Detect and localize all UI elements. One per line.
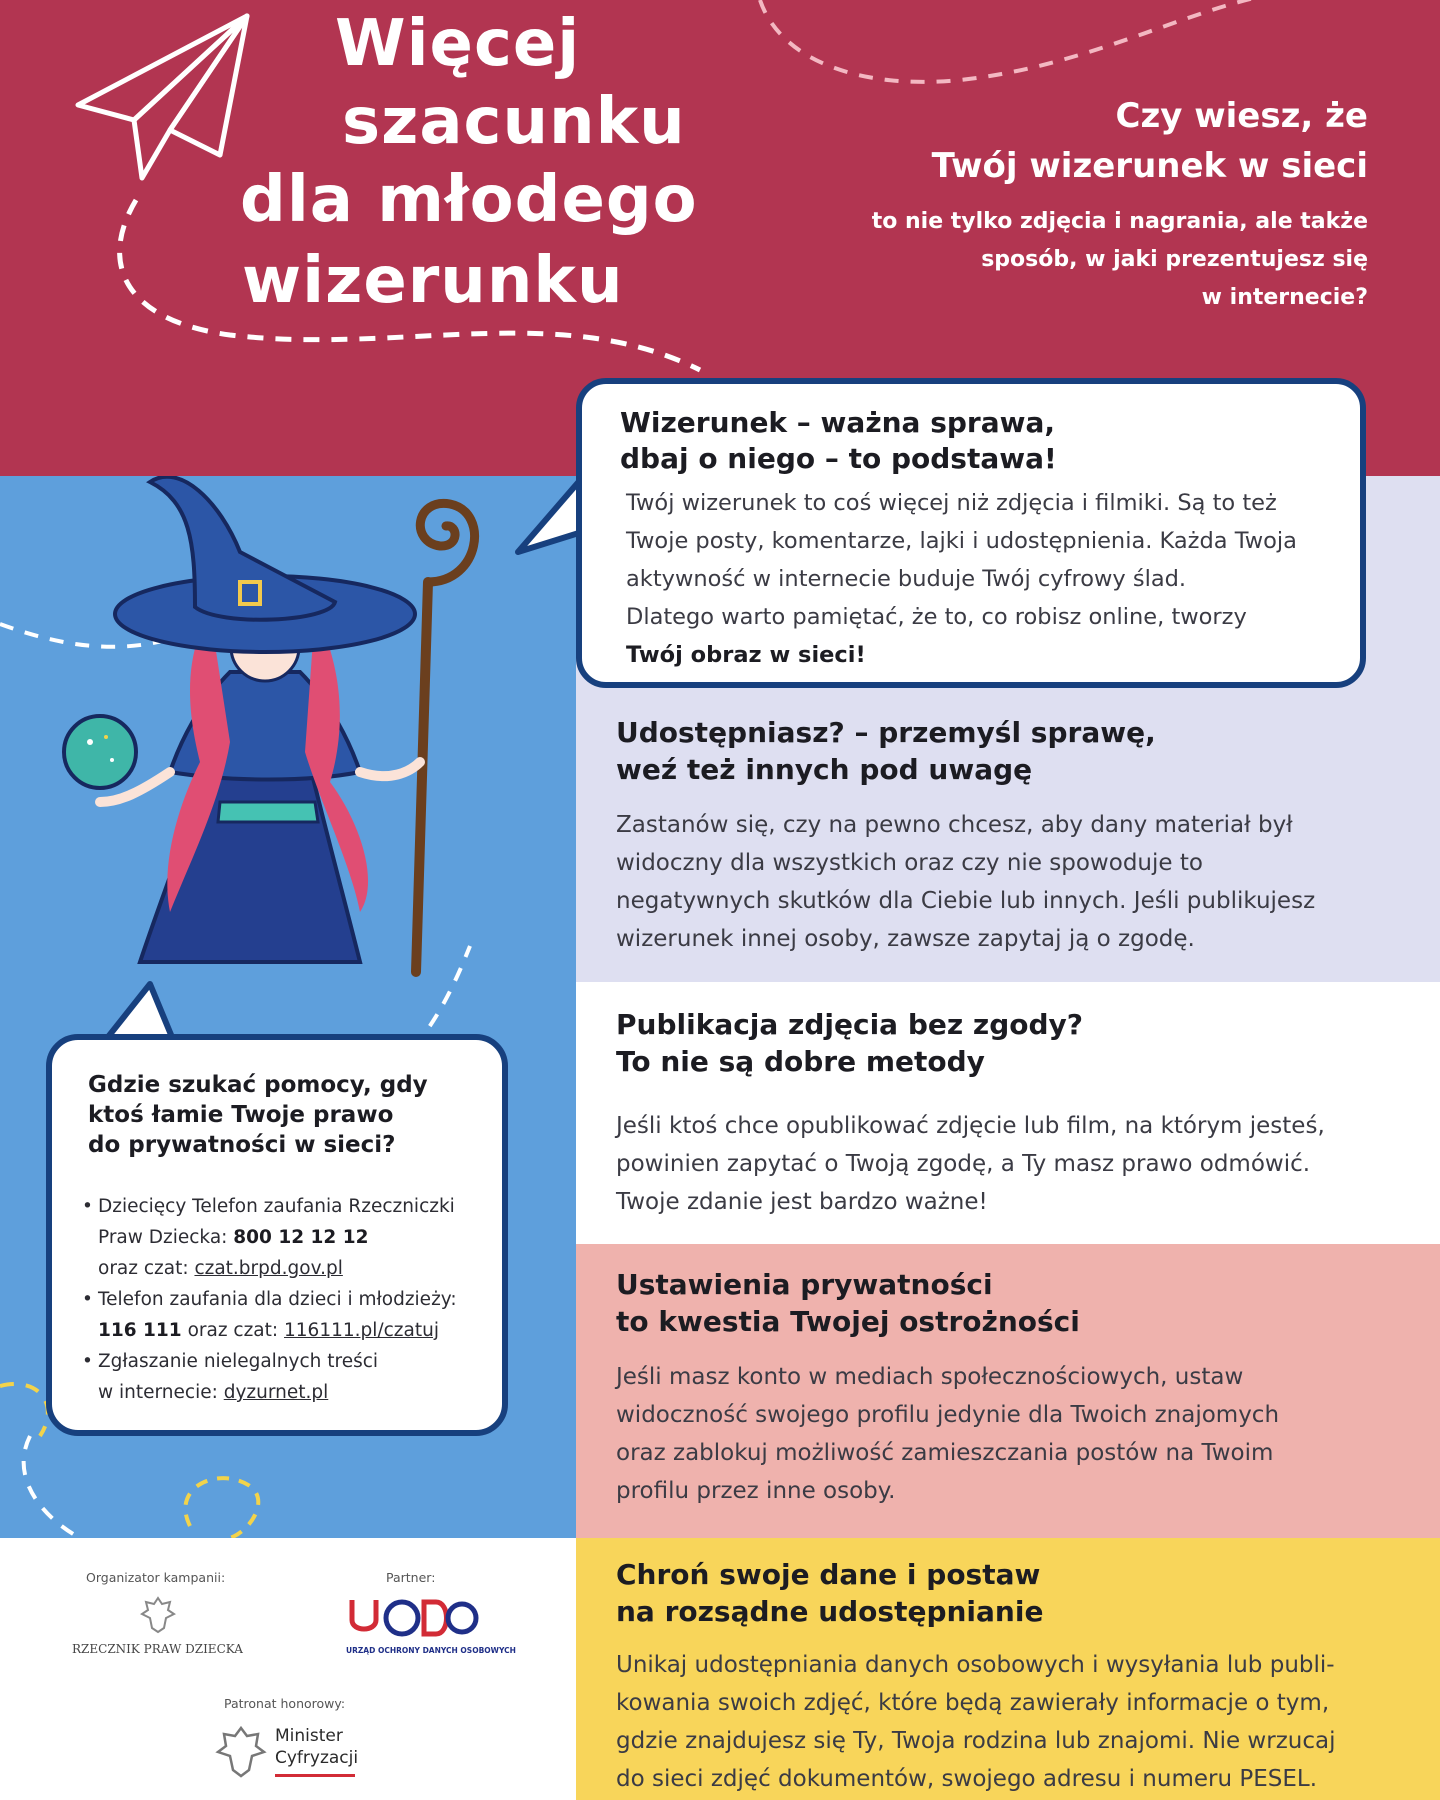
protect-title-line-2: na rozsądne udostępnianie [616, 1595, 1044, 1628]
section-protect-data [576, 1538, 1440, 1800]
footer-logos [0, 1538, 576, 1800]
minister-line-1: Minister [275, 1726, 343, 1746]
protect-title-line-1: Chroń swoje dane i postaw [616, 1558, 1041, 1591]
bubble-main [576, 378, 1366, 688]
share-body-line-1: Zastanów się, czy na pewno chcesz, aby dany materiał był [616, 812, 1293, 838]
question-sub-line-1: to nie tylko zdjęcia i nagrania, ale także [871, 209, 1368, 234]
share-body-line-2: widoczny dla wszystkich oraz czy nie spowoduje to [616, 850, 1203, 876]
share-title-line-2: weź też innych pod uwagę [616, 753, 1033, 786]
section-privacy-settings [576, 1244, 1440, 1538]
flag-stripe [275, 1774, 355, 1777]
title-line-2: szacunku [342, 85, 686, 159]
eagle-emblem-icon [214, 1722, 268, 1784]
protect-body-line-3: gdzie znajdujesz się Ty, Twoja rodzina lub znajomi. Nie wrzucaj [616, 1728, 1336, 1754]
help-item-1-line-3-text: oraz czat: [98, 1258, 195, 1279]
consent-body-line-1: Jeśli ktoś chce opublikować zdjęcie lub film, na którym jesteś, [616, 1113, 1325, 1139]
help-item-1-line-3 [98, 1254, 343, 1285]
uodo-logo [346, 1594, 480, 1642]
help-item-3-line-2-text: w internecie: [98, 1382, 224, 1403]
help-title-line-2: ktoś łamie Twoje prawo [88, 1102, 394, 1128]
share-body-line-4: wizerunek innej osoby, zawsze zapytaj ją o zgodę. [616, 926, 1195, 952]
protect-body-line-4: do sieci zdjęć dokumentów, swojego adresu i numeru PESEL. [616, 1766, 1318, 1792]
help-item-1-line-2 [98, 1223, 368, 1254]
consent-body-line-3: Twoje zdanie jest bardzo ważne! [616, 1189, 988, 1215]
bubble-body-line-1: Twój wizerunek to coś więcej niż zdjęcia i filmiki. Są to też [626, 490, 1277, 516]
uodo-caption: URZĄD OCHRONY DANYCH OSOBOWYCH [346, 1646, 516, 1655]
privacy-title-line-2: to kwestia Twojej ostrożności [616, 1305, 1080, 1338]
help-item-1-line-1: Dziecięcy Telefon zaufania Rzeczniczki [98, 1196, 455, 1217]
section-consent [576, 982, 1440, 1244]
link-czat-brpd[interactable]: czat.brpd.gov.pl [194, 1258, 343, 1279]
organizer-label: Organizator kampanii: [86, 1570, 226, 1585]
consent-body-line-2: powinien zapytać o Twoją zgodę, a Ty masz prawo odmówić. [616, 1151, 1311, 1177]
protect-body-line-2: kowania swoich zdjęć, które będą zawierały informacje o tym, [616, 1690, 1330, 1716]
privacy-title-line-1: Ustawienia prywatności [616, 1268, 993, 1301]
title-line-4: wizerunku [242, 244, 624, 318]
bubble-title-line-2: dbaj o niego – to podstawa! [620, 442, 1057, 475]
question-sub-line-3: w internecie? [1201, 285, 1368, 310]
bubble-help [46, 1034, 508, 1436]
privacy-body-line-2: widoczność swojego profilu jedynie dla Twoich znajomych [616, 1402, 1280, 1428]
wizard-illustration [60, 476, 510, 1002]
bubble-body-line-4: Dlatego warto pamiętać, że to, co robisz online, tworzy [626, 604, 1247, 630]
organizer-name: RZECZNIK PRAW DZIECKA [72, 1642, 243, 1656]
help-title-line-1: Gdzie szukać pomocy, gdy [88, 1072, 428, 1098]
help-phone-116111: 116 111 [98, 1320, 182, 1341]
help-phone-rpd: 800 12 12 12 [233, 1227, 369, 1248]
consent-title-line-2: To nie są dobre metody [616, 1045, 985, 1078]
help-item-2-line-2 [98, 1316, 439, 1347]
question-line-2: Twój wizerunek w sieci [931, 146, 1368, 186]
privacy-body-line-4: profilu przez inne osoby. [616, 1478, 896, 1504]
help-item-3-line-1: Zgłaszanie nielegalnych treści [98, 1351, 379, 1372]
title-line-1: Więcej [335, 7, 581, 81]
protect-body-line-1: Unikaj udostępniania danych osobowych i wysyłania lub publi- [616, 1652, 1335, 1678]
bubble-body-line-3: aktywność w internecie buduje Twój cyfrowy ślad. [626, 566, 1187, 592]
bubble-body-line-2: Twoje posty, komentarze, lajki i udostępnienia. Każda Twoja [626, 528, 1297, 554]
help-item-1-line-2-text: Praw Dziecka: [98, 1227, 234, 1248]
help-item-2 [82, 1285, 457, 1316]
consent-title-line-1: Publikacja zdjęcia bez zgody? [616, 1008, 1084, 1041]
share-body-line-3: negatywnych skutków dla Ciebie lub innych. Jeśli publikujesz [616, 888, 1316, 914]
help-item-2-line-1: Telefon zaufania dla dzieci i młodzieży: [98, 1289, 457, 1310]
minister-line-2: Cyfryzacji [275, 1748, 359, 1768]
help-item-3 [82, 1347, 378, 1378]
privacy-body-line-1: Jeśli masz konto w mediach społecznościowych, ustaw [616, 1364, 1244, 1390]
question-line-1: Czy wiesz, że [1115, 96, 1368, 136]
link-116111[interactable]: 116111.pl/czatuj [284, 1320, 439, 1341]
title-line-3: dla młodego [240, 163, 698, 237]
share-title-line-1: Udostępniasz? – przemyśl sprawę, [616, 716, 1156, 749]
help-item-3-line-2 [98, 1378, 328, 1409]
help-title-line-3: do prywatności w sieci? [88, 1132, 396, 1158]
partner-label: Partner: [386, 1570, 436, 1585]
bullet-icon: • [82, 1289, 93, 1310]
privacy-body-line-3: oraz zablokuj możliwość zamieszczania postów na Twoim [616, 1440, 1274, 1466]
link-dyzurnet[interactable]: dyzurnet.pl [223, 1382, 329, 1403]
help-item-2-line-2-text: oraz czat: [181, 1320, 285, 1341]
bullet-icon: • [82, 1351, 93, 1372]
paper-plane-icon [72, 10, 262, 185]
bubble-title-line-1: Wizerunek – ważna sprawa, [620, 406, 1055, 439]
eagle-emblem-icon [140, 1594, 176, 1636]
patronage-label: Patronat honorowy: [224, 1696, 346, 1711]
help-item-1 [82, 1192, 455, 1223]
bubble-body-bold-line: Twój obraz w sieci! [626, 642, 866, 668]
question-sub-line-2: sposób, w jaki prezentujesz się [981, 247, 1368, 272]
bullet-icon: • [82, 1196, 93, 1217]
